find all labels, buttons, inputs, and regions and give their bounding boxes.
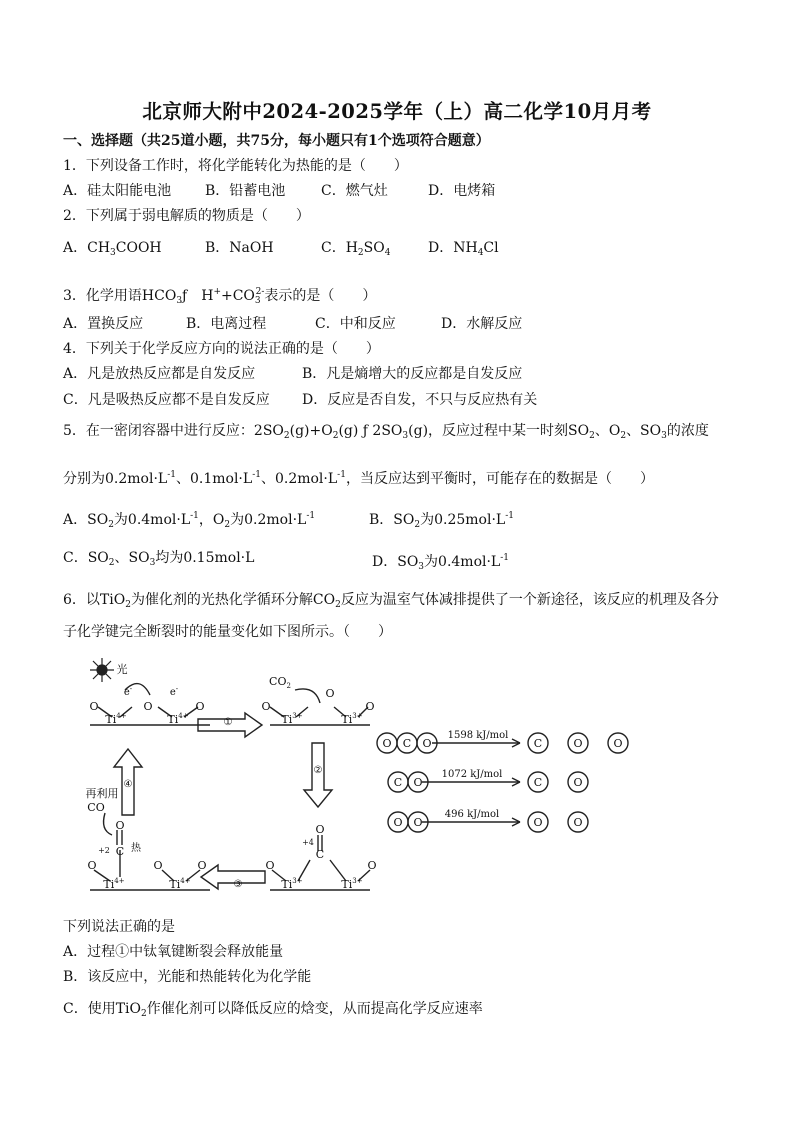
q5-b-b: 为0.25mol·L <box>420 512 506 528</box>
q6-option-c[interactable] <box>63 999 483 1024</box>
q5-l2-d: ，当反应达到平衡时，可能存在的数据是（ ） <box>345 471 654 487</box>
q5-c-s2: 3 <box>149 558 156 568</box>
q3-post: 表示的是（ ） <box>264 288 377 304</box>
q5-l2-p3: -1 <box>337 470 346 480</box>
q6-c-a: C．使用TiO <box>63 1001 142 1017</box>
energy-label-o2: 496 kJ/mol <box>444 809 500 820</box>
atom-o-label: O <box>533 816 543 829</box>
q3-stem <box>63 282 376 311</box>
q1-option-c[interactable]: C．燃气灶 <box>321 183 388 199</box>
q5-l1-f: 、SO <box>626 423 662 439</box>
atom-o-label: O <box>367 859 377 872</box>
plus4-label: +4 <box>302 838 314 847</box>
q3-option-a[interactable]: A．置换反应 <box>63 316 144 332</box>
sun-icon <box>90 658 114 682</box>
q5-l1-c: (g) ƒ 2SO <box>338 423 403 439</box>
q6-l1-a: 6．以TiO <box>63 592 126 608</box>
q3-sub1: 3 <box>176 296 183 306</box>
section-heading: 一、选择题（共25道小题，共75分，每小题只有1个选项符合题意） <box>63 133 490 149</box>
q2-a-text: A．CH <box>63 240 111 256</box>
q5-c-a: C．SO <box>63 550 109 566</box>
q5-l2-b: 、0.1mol·L <box>175 471 253 487</box>
ti4-label: $Ti^{4+}$ <box>169 877 191 891</box>
q4-stem: 4．下列关于化学反应方向的说法正确的是（ ） <box>63 341 380 357</box>
atom-o-label: O <box>115 819 125 832</box>
q5-c-b: 、SO <box>114 550 150 566</box>
atom-o-label: O <box>89 700 99 713</box>
q5-option-d[interactable] <box>372 548 509 577</box>
atom-o-label: O <box>393 816 403 829</box>
co2-label: $CO_2$ <box>269 675 291 690</box>
co2-arrow <box>295 689 320 703</box>
q1-option-d[interactable]: D．电烤箱 <box>428 183 496 199</box>
q3-mid2: +CO <box>220 288 255 304</box>
atom-o-label: O <box>573 816 583 829</box>
q5-l1-s4: 2 <box>589 431 595 441</box>
atom-o-label: O <box>613 737 623 750</box>
atom-o-label: O <box>413 816 423 829</box>
ti3-label: $Ti^{3+}$ <box>341 877 363 891</box>
q5-a-b: 为0.4mol·L <box>113 512 191 528</box>
q5-d-b: 为0.4mol·L <box>424 554 501 570</box>
energy-label-co2: 1598 kJ/mol <box>447 730 509 741</box>
co-release-arrow <box>104 813 112 835</box>
q2-option-c[interactable] <box>321 238 390 263</box>
q5-l1-s3: 3 <box>402 431 409 441</box>
q5-l2-p2: -1 <box>252 470 261 480</box>
q5-option-b[interactable] <box>369 506 514 535</box>
ti4-label: $Ti^{4+}$ <box>167 712 189 726</box>
q2-c-mid: SO <box>363 240 385 256</box>
q3-option-b[interactable]: B．电离过程 <box>186 316 267 332</box>
q3-sup1: + <box>213 287 221 297</box>
atom-o-label: O <box>261 700 271 713</box>
q5-c-s1: 2 <box>108 558 115 568</box>
q5-d-p: -1 <box>500 553 510 563</box>
q5-a-s1: 2 <box>108 520 114 530</box>
q3-option-d[interactable]: D．水解反应 <box>441 316 523 332</box>
q6-question: 下列说法正确的是 <box>63 919 175 935</box>
q5-stem-line2 <box>63 465 654 489</box>
co-label: CO <box>87 801 105 814</box>
q5-l2-c: 、0.2mol·L <box>260 471 338 487</box>
step2-label: ② <box>313 765 323 776</box>
q6-stem-line2: 子化学键完全断裂时的能量变化如下图所示。（ ） <box>63 624 392 640</box>
atom-c-label: C <box>115 845 125 858</box>
q5-a-d: 为0.2mol·L <box>230 512 307 528</box>
q3-sup2: 2- <box>255 287 265 297</box>
q5-a-c: ，O <box>198 512 225 528</box>
q5-l1-s2: 2 <box>332 431 339 441</box>
q5-b-p: -1 <box>505 511 514 521</box>
atom-c-label: C <box>315 848 325 861</box>
q2-c-sub1: 2 <box>357 248 364 258</box>
q6-c-s: 2 <box>141 1009 147 1019</box>
q5-l2-a: 分别为0.2mol·L <box>63 471 168 487</box>
q6-l1-s2: 2 <box>335 600 341 610</box>
q5-d-s: 3 <box>418 562 425 572</box>
energy-label-co: 1072 kJ/mol <box>441 769 503 780</box>
q5-option-c[interactable] <box>63 548 254 573</box>
q5-l1-s1: 2 <box>283 431 290 441</box>
step3-label: ③ <box>233 879 243 890</box>
atom-o-label: O <box>153 859 163 872</box>
q5-c-c: 均为0.15mol·L <box>155 550 255 566</box>
atom-o-label: O <box>382 737 392 750</box>
atom-o-label: O <box>265 859 275 872</box>
q5-l1-g: 的浓度 <box>666 423 709 439</box>
q6-c-b: 作催化剂可以降低反应的焓变，从而提高化学反应速率 <box>146 1001 483 1017</box>
q5-l1-s6: 3 <box>661 431 667 441</box>
q2-option-a[interactable] <box>63 238 162 263</box>
q4-option-c[interactable]: C．凡是吸热反应都不是自发反应 <box>63 392 270 408</box>
q2-a-post: COOH <box>115 240 162 256</box>
q5-d-a: D．SO <box>372 554 419 570</box>
atom-o-label: O <box>573 737 583 750</box>
ti4-label: $Ti^{4+}$ <box>105 712 127 726</box>
page-title: 北京师大附中2024-2025学年（上）高二化学10月月考 <box>142 100 652 123</box>
q5-a-p1: -1 <box>190 511 199 521</box>
q2-option-d[interactable] <box>428 238 499 263</box>
q2-c-sub2: 4 <box>384 248 391 258</box>
q5-option-a[interactable] <box>63 506 315 535</box>
atom-c-label: C <box>533 737 543 750</box>
mechanism-diagram <box>80 655 640 905</box>
q5-b-a: B．SO <box>369 512 415 528</box>
atom-o-label: O <box>315 823 325 836</box>
q3-pre: 3．化学用语HCO <box>63 288 177 304</box>
atom-o-label: O <box>197 859 207 872</box>
q3-sub2: 3 <box>254 296 261 306</box>
q5-l2-p1: -1 <box>167 470 176 480</box>
reuse-label: 再利用 <box>85 787 119 800</box>
q3-mid1: ƒ H <box>182 288 214 304</box>
ti3-label: $Ti^{3+}$ <box>281 712 303 726</box>
q1-option-b[interactable]: B．铅蓄电池 <box>205 183 286 199</box>
q5-l1-b: (g)+O <box>289 423 333 439</box>
atom-c-label: C <box>393 776 403 789</box>
q5-a-a: A．SO <box>63 512 109 528</box>
q5-l1-d: (g)，反应过程中某一时刻SO <box>408 423 590 439</box>
electron-label: e- <box>169 685 179 698</box>
q6-l1-b: 为催化剂的光热化学循环分解CO <box>130 592 336 608</box>
q2-c-pre: C．H <box>321 240 358 256</box>
heat-label: 热 <box>131 843 141 854</box>
atom-o-label: O <box>422 737 432 750</box>
q5-l1-a: 5．在一密闭容器中进行反应：2SO <box>63 423 284 439</box>
q5-a-s2: 2 <box>224 520 231 530</box>
atom-c-label: C <box>402 737 412 750</box>
q5-stem-line1 <box>63 421 709 446</box>
q6-l1-s1: 2 <box>125 600 131 610</box>
q4-option-d[interactable]: D．反应是否自发，不只与反应热有关 <box>302 392 538 408</box>
q6-option-b[interactable]: B．该反应中，光能和热能转化为化学能 <box>63 969 312 985</box>
atom-o-label: O <box>143 700 153 713</box>
step1-label: ① <box>223 717 233 728</box>
q1-option-a[interactable]: A．硅太阳能电池 <box>63 183 172 199</box>
q4-option-a[interactable]: A．凡是放热反应都是自发反应 <box>63 366 256 382</box>
atom-o-label: O <box>573 776 583 789</box>
atom-o-label: O <box>413 776 423 789</box>
q3-option-c[interactable]: C．中和反应 <box>315 316 396 332</box>
q2-d-pre: D．NH <box>428 240 478 256</box>
electron-label: e- <box>123 685 133 698</box>
ti3-label: $Ti^{3+}$ <box>341 712 363 726</box>
atom-o-label: O <box>195 700 205 713</box>
q6-l1-c: 反应为温室气体减排提供了一个新途径，该反应的机理及各分 <box>340 592 719 608</box>
q6-option-a[interactable]: A．过程①中钛氧键断裂会释放能量 <box>63 944 284 960</box>
plus2-label: +2 <box>98 846 110 855</box>
light-label: 光 <box>116 663 128 676</box>
atom-c-label: C <box>533 776 543 789</box>
step4-label: ④ <box>123 779 133 790</box>
q2-d-post: Cl <box>483 240 499 256</box>
atom-o-label: O <box>365 700 375 713</box>
q5-l1-s5: 2 <box>620 431 627 441</box>
q5-b-s: 2 <box>414 520 421 530</box>
q5-l1-e: 、O <box>594 423 621 439</box>
q1-stem: 1．下列设备工作时，将化学能转化为热能的是（ ） <box>63 158 408 174</box>
ti3-label: $Ti^{3+}$ <box>281 877 303 891</box>
q6-stem-line1 <box>63 590 719 615</box>
ti4-label: $Ti^{4+}$ <box>103 877 125 891</box>
q2-d-sub: 4 <box>477 248 484 258</box>
q5-a-p2: -1 <box>306 511 316 521</box>
q4-option-b[interactable]: B．凡是熵增大的反应都是自发反应 <box>302 366 523 382</box>
atom-o-label: O <box>325 687 335 700</box>
atom-o-label: O <box>87 859 97 872</box>
q2-stem: 2．下列属于弱电解质的物质是（ ） <box>63 208 310 224</box>
q2-option-b[interactable]: B．NaOH <box>205 240 274 256</box>
q2-a-sub: 3 <box>110 248 116 258</box>
